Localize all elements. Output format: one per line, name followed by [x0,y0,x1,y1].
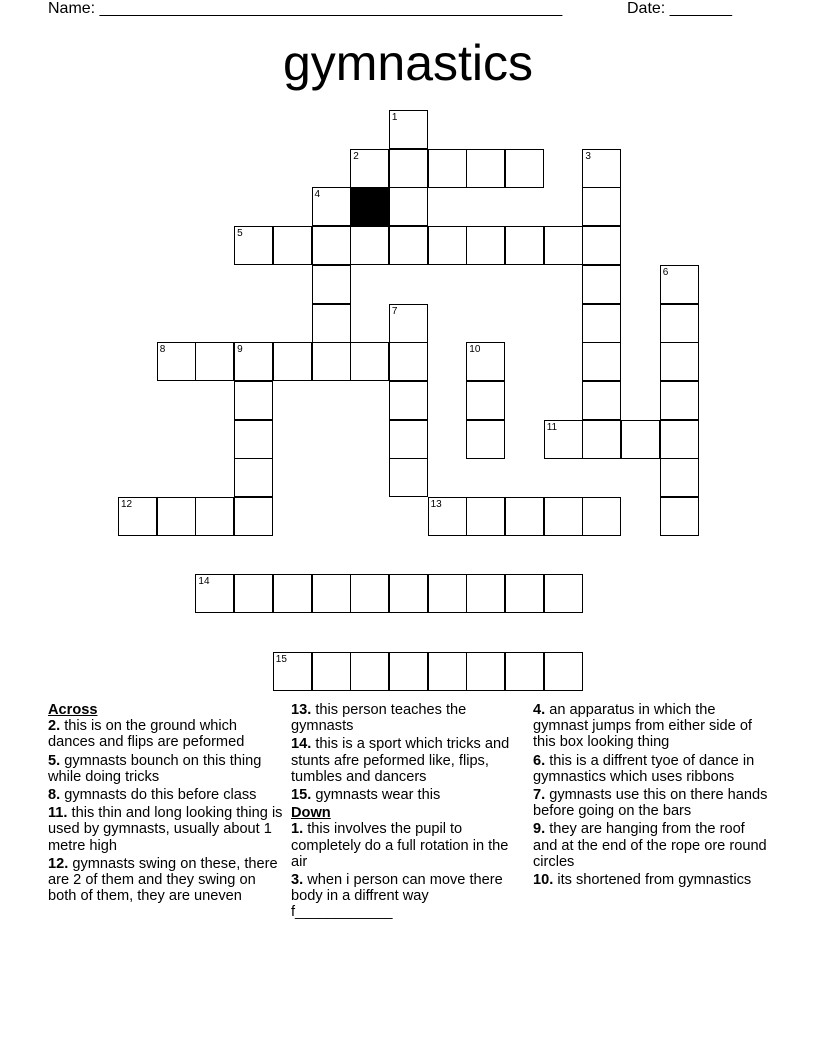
grid-cell[interactable] [505,497,544,536]
grid-cell[interactable] [389,187,428,226]
grid-cell[interactable] [505,574,544,613]
grid-cell[interactable] [195,574,234,613]
across-clue-5 [48,753,284,785]
clue-number-label: 15 [275,653,287,665]
clue-number: 5. [48,752,61,769]
grid-cell[interactable] [389,574,428,613]
clue-text: gymnasts bounch on this thing while doing tricks [48,752,262,785]
grid-cell[interactable] [389,226,428,265]
down-clue-9 [533,821,773,870]
grid-cell[interactable] [312,304,351,343]
clue-text: an apparatus in which the gymnast jumps from either side of this box looking thing [533,702,752,751]
grid-cell[interactable] [195,497,234,536]
across-clue-14 [291,736,523,785]
grid-cell[interactable] [660,420,699,459]
date-line[interactable]: Date: _______ [627,0,732,17]
grid-cell[interactable] [118,497,157,536]
grid-cell[interactable] [389,458,428,497]
clue-number-label: 8 [159,344,166,356]
grid-cell[interactable] [544,497,583,536]
grid-cell[interactable] [389,149,428,188]
grid-cell[interactable] [350,652,389,691]
clue-number: 8. [48,787,61,804]
grid-cell[interactable] [660,265,699,304]
clue-text: this is on the ground which dances and flips are peformed [48,718,245,751]
grid-cell[interactable] [505,652,544,691]
puzzle-title: gymnastics [282,35,534,91]
clue-number-label: 5 [237,228,243,240]
grid-cell[interactable] [157,497,196,536]
across-clue-list-part1 [48,718,284,904]
down-clue-7 [533,787,773,819]
clue-number-label: 3 [585,150,591,162]
across-clue-13 [291,702,523,734]
clue-text: this thin and long looking thing is used by gymnasts, usually about 1 metre high [48,805,283,854]
clue-number: 14. [291,736,312,753]
clue-number: 10. [533,872,554,889]
clue-number-label: 10 [469,344,481,356]
grid-cell[interactable] [234,574,273,613]
grid-cell[interactable] [428,574,467,613]
grid-cell[interactable] [234,420,273,459]
clue-number: 2. [48,718,61,735]
grid-cell[interactable] [350,342,389,381]
down-clue-6 [533,753,773,785]
down-clue-1 [291,821,523,870]
grid-cell[interactable] [389,304,428,343]
clue-text: gymnasts use this on there hands before going on the bars [533,787,768,820]
grid-cell[interactable] [466,149,505,188]
grid-cell[interactable] [234,342,273,381]
clue-text: they are hanging from the roof and at the end of the rope ore round circles [533,821,767,870]
clue-number-label: 12 [121,499,133,510]
grid-cell[interactable] [273,574,312,613]
grid-cell[interactable] [660,458,699,497]
clue-text: gymnasts do this before class [60,787,257,804]
grid-cell[interactable] [582,149,621,188]
grid-cell[interactable] [389,420,428,459]
grid-cell[interactable] [157,342,196,381]
across-clue-11 [48,805,284,854]
grid-cell[interactable] [582,342,621,381]
grid-cell[interactable] [234,226,273,265]
grid-cell[interactable] [660,304,699,343]
grid-cell[interactable] [544,420,583,459]
clue-number-label: 13 [430,499,442,510]
grid-cell[interactable] [350,149,389,188]
clue-number-label: 4 [314,189,321,201]
name-line[interactable]: Name: ____________________________________________________ [48,0,563,17]
grid-cell[interactable] [466,574,505,613]
grid-cell[interactable] [428,497,467,536]
grid-cell[interactable] [312,652,351,691]
grid-cell[interactable] [234,458,273,497]
clue-number-label: 1 [391,112,398,123]
grid-cell[interactable] [466,381,505,420]
clue-text: gymnasts swing on these, there are 2 of them and they swing on both of them, they are uneven [48,855,278,905]
grid-cell[interactable] [350,226,389,265]
grid-cell[interactable] [273,652,312,691]
clue-number: 4. [533,702,546,718]
clue-number: 12. [48,855,69,872]
clue-number: 6. [533,752,546,769]
clue-number-label: 6 [662,266,669,278]
grid-cell[interactable] [544,574,583,613]
grid-cell[interactable] [466,342,505,381]
grid-cell[interactable] [312,187,351,226]
grid-cell[interactable] [582,265,621,304]
grid-cell[interactable] [389,652,428,691]
clue-number: 15. [291,787,312,804]
across-clue-12 [48,856,284,905]
down-heading: Down [291,805,331,822]
clue-number-label: 11 [546,421,558,433]
grid-cell[interactable] [544,226,583,265]
clue-number-label: 9 [237,344,243,356]
grid-cell[interactable] [582,226,621,265]
grid-cell[interactable] [544,652,583,691]
grid-cell[interactable] [428,652,467,691]
clue-number-label: 14 [198,576,210,588]
grid-cell[interactable] [582,304,621,343]
grid-cell[interactable] [505,226,544,265]
across-clue-15 [291,787,523,803]
grid-cell[interactable] [660,342,699,381]
clue-text: when i person can move there body in a diffrent way f____________ [291,872,503,921]
grid-cell[interactable] [466,226,505,265]
grid-cell[interactable] [621,420,660,459]
grid-cell[interactable] [660,497,699,536]
across-heading: Across [48,702,98,718]
clue-number-label: 7 [391,305,398,317]
grid-cell[interactable] [312,342,351,381]
clue-text: gymnasts wear this [311,787,441,804]
clue-text: this involves the pupil to completely do a full rotation in the air [291,821,509,870]
clue-number: 9. [533,821,546,838]
clue-text: this is a diffrent tyoe of dance in gymnastics which uses ribbons [533,752,755,785]
grid-cell[interactable] [350,574,389,613]
grid-cell[interactable] [582,187,621,226]
clue-number: 7. [533,787,546,804]
grid-cell[interactable] [273,226,312,265]
down-clue-4 [533,702,773,751]
clue-number: 11. [48,805,68,822]
grid-cell[interactable] [466,420,505,459]
grid-cell[interactable] [428,149,467,188]
clue-text: this person teaches the gymnasts [291,702,467,735]
grid-cell[interactable] [273,342,312,381]
across-clue-2 [48,718,284,750]
clues-column-3 [533,702,773,890]
grid-cell[interactable] [312,265,351,304]
grid-cell[interactable] [582,420,621,459]
grid-cell[interactable] [466,652,505,691]
grid-cell[interactable] [195,342,234,381]
clues-column-2 [291,702,523,923]
grid-cell[interactable] [660,381,699,420]
grid-cell[interactable] [389,381,428,420]
grid-cell[interactable] [428,226,467,265]
grid-cell[interactable] [234,497,273,536]
down-clue-3 [291,872,523,921]
down-clue-10 [533,872,773,888]
clue-number: 1. [291,821,304,838]
grid-cell[interactable] [389,342,428,381]
grid-cell[interactable] [582,381,621,420]
grid-cell[interactable] [505,149,544,188]
grid-cell[interactable] [389,110,428,149]
blocked-cell [350,187,389,226]
clue-text: its shortened from gymnastics [553,872,752,889]
clue-number: 13. [291,702,312,718]
clue-number-label: 2 [353,150,359,162]
grid-cell[interactable] [582,497,621,536]
clue-number: 3. [291,872,304,889]
grid-cell[interactable] [312,574,351,613]
grid-cell[interactable] [312,226,351,265]
clue-text: this is a sport which tricks and stunts afre peformed like, flips, tumbles and dancers [291,736,510,785]
grid-cell[interactable] [234,381,273,420]
grid-cell[interactable] [466,497,505,536]
across-clue-8 [48,787,284,803]
clues-column-1 [48,702,284,906]
